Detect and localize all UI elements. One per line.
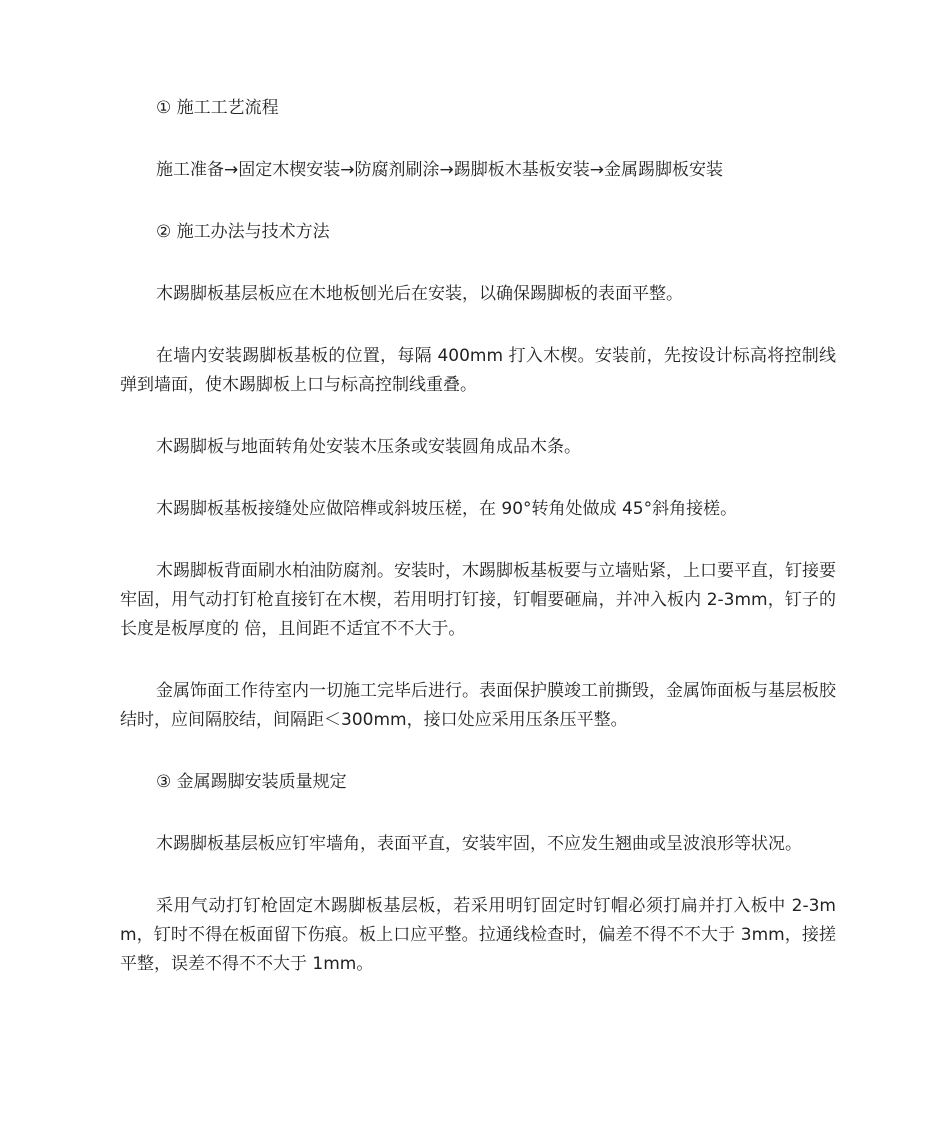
process-flow-text: 施工准备→固定木楔安装→防腐剂刷涂→踢脚板木基板安装→金属踢脚板安装 (156, 160, 723, 180)
method-paragraph-5: 木踢脚板背面刷水柏油防腐剂。安装时，木踢脚板基板要与立墙贴紧，上口要平直，钉接要牢固，用气动打钉枪直接钉在木楔，若用明打钉接，钉帽要砸扁，并冲入板内 2-3mm，钉子的长度是板厚度的 倍，且间距不适宜不不大于。 (120, 561, 836, 639)
section-heading-quality: ③ 金属踢脚安装质量规定 (156, 772, 347, 792)
method-paragraph-1: 木踢脚板基层板应在木地板刨光后在安装，以确保踢脚板的表面平整。 (156, 284, 683, 304)
section-heading-methods: ② 施工办法与技术方法 (156, 222, 330, 242)
method-paragraph-6: 金属饰面工作待室内一切施工完毕后进行。表面保护膜竣工前撕毁，金属饰面板与基层板胶结时，应间隔胶结，间隔距＜300mm，接口处应采用压条压平整。 (120, 681, 836, 730)
section-heading-process: ① 施工工艺流程 (156, 98, 279, 118)
quality-paragraph-1: 木踢脚板基层板应钉牢墙角，表面平直，安装牢固，不应发生翘曲或呈波浪形等状况。 (156, 834, 802, 854)
method-paragraph-3: 木踢脚板与地面转角处安装木压条或安装圆角成品木条。 (156, 437, 581, 457)
method-paragraph-4: 木踢脚板基板接缝处应做陪榫或斜坡压槎，在 90°转角处做成 45°斜角接槎。 (156, 499, 738, 519)
quality-paragraph-2: 采用气动打钉枪固定木踢脚板基层板，若采用明钉固定时钉帽必须打扁并打入板中 2-3mm，钉时不得在板面留下伤痕。板上口应平整。拉通线检查时，偏差不得不不大于 3mm，接搓平整，误差不得不不大于 1mm。 (120, 896, 836, 974)
method-paragraph-2: 在墙内安装踢脚板基板的位置，每隔 400mm 打入木楔。安装前，先按设计标高将控制线弹到墙面，使木踢脚板上口与标高控制线重叠。 (120, 346, 836, 395)
document-page (120, 94, 836, 1012)
